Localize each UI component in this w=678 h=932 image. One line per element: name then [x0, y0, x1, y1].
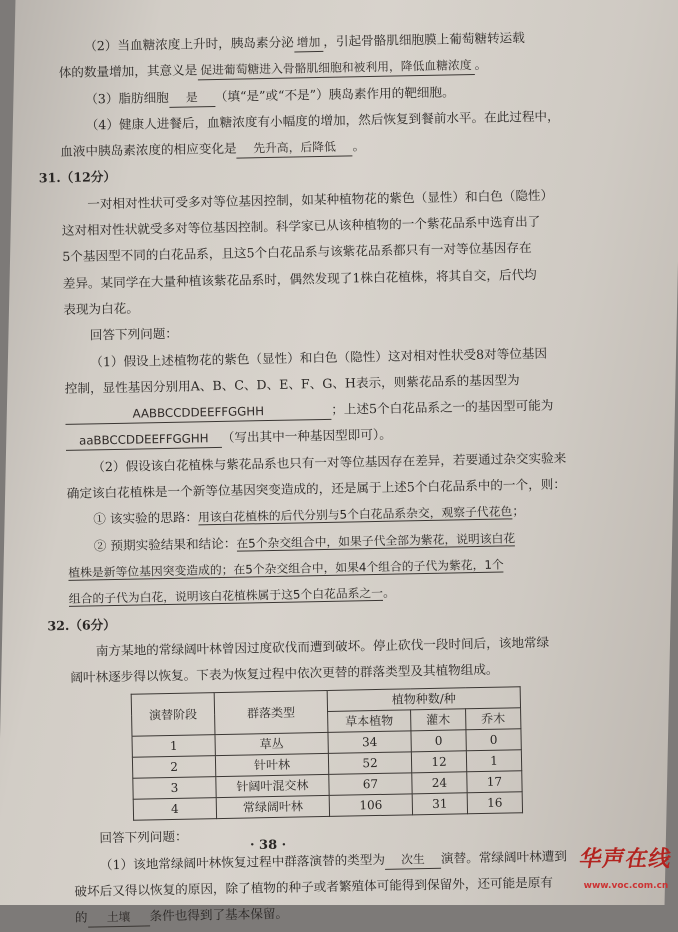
table-header: 植物种数/种 [327, 687, 520, 712]
question-number: 32.（6分） [47, 616, 116, 633]
text: 体的数量增加，其意义是 [58, 62, 198, 81]
text: （3）脂肪细胞 [85, 89, 169, 107]
table-cell: 67 [329, 773, 412, 796]
text: （填“是”或“不是”）胰岛素作用的靶细胞。 [214, 83, 455, 104]
text: 5个基因型不同的白花品系，且这5个白花品系与该紫花品系都只有一对等位基因存在 [62, 240, 532, 265]
table-cell: 52 [328, 752, 411, 775]
answer-blank: AABBCCDDEEFFGGHH [65, 401, 331, 425]
text: 南方某地的常绿阔叶林曾因过度砍伐而遭到破坏。停止砍伐一段时间后，该地常绿 [95, 634, 550, 659]
text: 的 [74, 909, 88, 926]
text: 破坏后又得以恢复的原因，除了植物的种子或者繁殖体可能得到保留外，还可能是原有 [74, 874, 554, 899]
table-header: 演替阶段 [131, 693, 215, 737]
text: ，引起骨骼肌细胞膜上葡萄糖转运载 [323, 30, 525, 49]
text: 血液中胰岛素浓度的相应变化是 [60, 140, 237, 160]
text: （1）该地常绿阔叶林恢复过程中群落演替的类型为 [99, 851, 386, 873]
table-cell: 针阔叶混交林 [216, 775, 329, 798]
table-cell: 0 [411, 730, 466, 752]
text: 条件也得到了基本保留。 [149, 906, 289, 924]
table-cell: 常绿阔叶林 [216, 796, 329, 819]
text: 差异。某同学在大量种植该紫花品系时，偶然发现了1株白花植株，将其自交，后代均 [62, 266, 537, 291]
question-number: 31.（12分） [38, 169, 117, 186]
table-cell: 31 [412, 793, 467, 815]
table-cell: 34 [328, 731, 411, 754]
table-cell: 0 [466, 729, 521, 751]
answer-blank: 增加 [294, 33, 324, 53]
table-cell: 12 [411, 751, 466, 773]
text: 。 [382, 584, 396, 601]
table-cell: 草丛 [215, 733, 328, 756]
table-cell: 1 [132, 735, 215, 758]
table-cell: 2 [132, 756, 215, 779]
text: ；上述5个白花品系之一的基因型可能为 [331, 397, 554, 417]
text: 控制，显性基因分别用A、B、C、D、E、F、G、H表示，则紫花品系的基因型为 [64, 372, 520, 396]
answer-blank: 是 [169, 88, 215, 108]
text: 回答下列问题： [89, 326, 179, 343]
text: 回答下列问题： [99, 829, 188, 846]
answer-text: 用该白花植株的后代分别与5个白花品系杂交，观察子代花色 [197, 504, 513, 525]
table-cell: 3 [133, 777, 216, 800]
answer-blank: 促进葡萄糖进入骨骼肌细胞和被利用，降低血糖浓度 [197, 56, 475, 80]
site-watermark [576, 842, 676, 892]
table-cell: 17 [467, 771, 522, 793]
answer-text: 植株是新等位基因突变造成的；在5个杂交组合中，如果4个组合的子代为紫花，1个 [68, 557, 504, 580]
table-header: 群落类型 [214, 691, 328, 735]
table-cell: 16 [467, 792, 522, 814]
table-cell: 1 [466, 750, 521, 772]
text: 这对相对性状就受多对等位基因控制。科学家已从该种植物的一个紫花品系中选育出了 [61, 213, 541, 239]
table-cell: 106 [329, 794, 412, 817]
text: （1）假设上述植物花的紫色（显性）和白色（隐性）这对相对性状受8对等位基因 [90, 345, 548, 370]
text: （2）当血糖浓度上升时，胰岛素分泌 [84, 34, 294, 54]
table-header: 草本植物 [328, 710, 411, 733]
document-body [38, 23, 635, 931]
watermark-url: www.voc.com.cn [583, 881, 669, 891]
text: 表现为白花。 [63, 300, 139, 317]
text: （写出其中一种基因型即可）。 [221, 427, 392, 446]
text: 确定该白花植株是一个新等位基因突变造成的，还是属于上述5个白花品系中的一个，则： [66, 476, 567, 501]
text: （4）健康人进餐后，血糖浓度有小幅度的增加，然后恢复到餐前水平。在此过程中， [85, 108, 560, 133]
text: （2）假设该白花植株与紫花品系也只有一对等位基因存在差异，若要通过杂交实验来 [92, 450, 567, 475]
answer-blank: 先升高，后降低 [236, 138, 352, 159]
watermark-logo-text: 华声在线 [577, 847, 674, 872]
answer-blank: aaBBCCDDEEFFGGHH [66, 429, 222, 451]
table-cell: 4 [133, 798, 216, 821]
table-header: 乔木 [466, 708, 521, 730]
answer-text: 组合的子代为白花，说明该白花植株属于这5个白花品系之一 [68, 586, 384, 607]
text: ； [512, 503, 525, 519]
page-number: · 38 · [250, 838, 287, 853]
text: 演替。常绿阔叶林遭到 [440, 848, 568, 866]
succession-table [131, 687, 523, 821]
table-cell: 24 [412, 772, 467, 794]
answer-text: 在5个杂交组合中，如果子代全部为紫花，说明该白花 [236, 530, 516, 551]
table-cell: 针叶林 [215, 754, 328, 777]
text: ① 该实验的思路： [93, 509, 199, 527]
text: 一对相对性状可受多对等位基因控制，如某种植物花的紫色（显性）和白色（隐性） [87, 187, 554, 212]
table-header: 灌木 [411, 709, 466, 731]
answer-blank: 土壤 [87, 908, 149, 928]
text: ② 预期实验结果和结论： [93, 535, 237, 554]
text: 阔叶林逐步得以恢复。下表为恢复过程中依次更替的群落类型及其植物组成。 [70, 661, 499, 686]
answer-blank: 次生 [385, 850, 441, 870]
text: 。 [474, 57, 488, 73]
text: 。 [352, 138, 366, 154]
